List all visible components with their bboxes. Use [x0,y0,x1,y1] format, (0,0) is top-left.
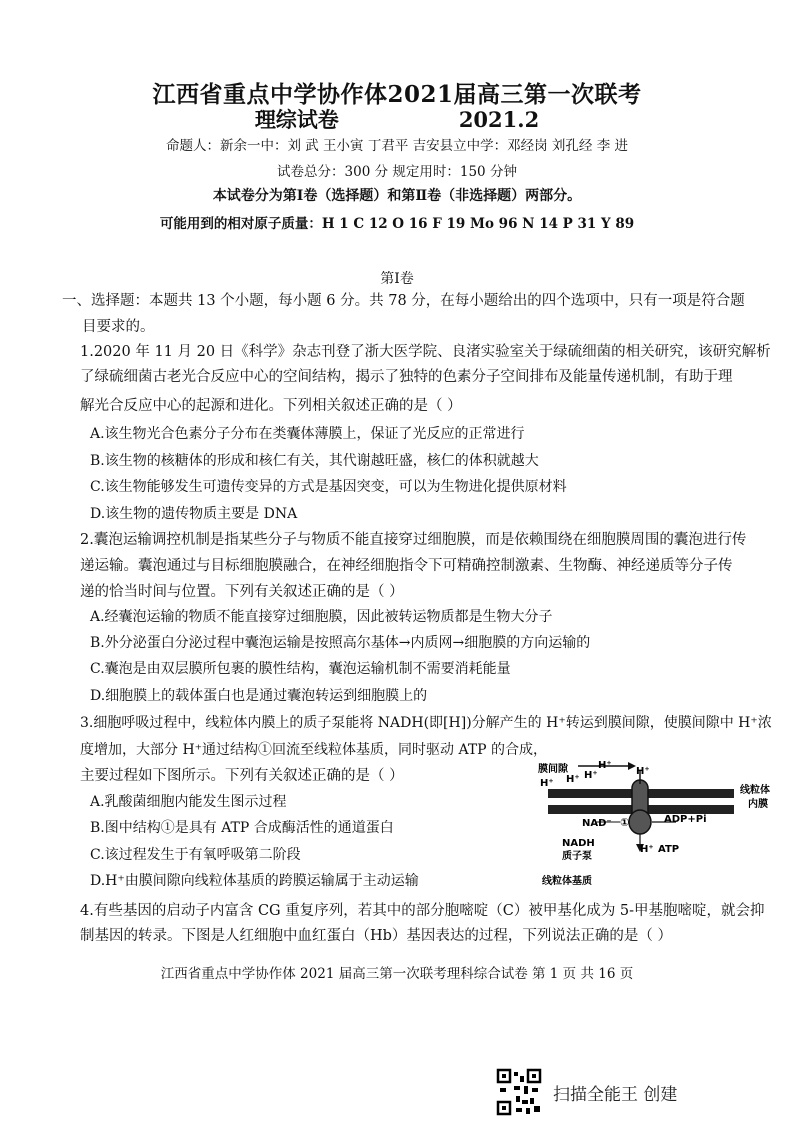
page-footer: 江西省重点中学协作体 2021 届高三第一次联考理科综合试卷 第 1 页 共 16 页 [160,966,634,982]
mitochondria-proton-diagram [536,760,786,890]
atp-label: ATP [658,844,680,855]
question-1-option-d: D.该生物的遗传物质主要是 DNA [90,506,298,522]
authors-line: 命题人：新余一中：刘 武 王小寅 丁君平 吉安县立中学：邓经岗 刘孔经 李 进 [165,138,629,154]
h-plus-label: H⁺ [566,774,580,785]
h-plus-label: H⁺ [584,770,598,781]
question-3-stem: 3.细胞呼吸过程中，线粒体内膜上的质子泵能将 NADH(即[H])分解产生的 H⁺转运到膜间隙，使膜间隙中 H⁺浓 [80,715,772,731]
structure-one-label: ① [620,816,630,829]
question-3-option-d: D.H⁺由膜间隙向线粒体基质的跨膜运输属于主动运输 [90,873,419,889]
question-1-stem: 1.2020 年 11 月 20 日《科学》杂志刊登了浙大医学院、良渚实验室关于绿硫细菌的相关研究，该研究解析 [80,344,771,360]
arrow-head [628,762,636,770]
section-heading: 第Ⅰ卷 [380,271,414,287]
question-2-stem: 递的恰当时间与位置。下列有关叙述正确的是（ ） [80,584,404,600]
question-4-stem: 制基因的转录。下图是人红细胞中血红蛋白（Hb）基因表达的过程，下列说法正确的是（ ） [80,928,673,944]
question-3-option-b: B.图中结构①是具有 ATP 合成酶活性的通道蛋白 [90,820,394,836]
question-4-stem: 4.有些基因的启动子内富含 CG 重复序列，若其中的部分胞嘧啶（C）被甲基化成为 5-甲基胞嘧啶，就会抑 [80,903,765,919]
question-3-stem: 度增加，大部分 H⁺通过结构①回流至线粒体基质，同时驱动 ATP 的合成， [80,742,548,758]
question-2-option-d: D.细胞膜上的载体蛋白也是通过囊泡转运到细胞膜上的 [90,688,428,704]
subject-label: 理综试卷 [254,107,339,132]
question-3-option-a: A.乳酸菌细胞内能发生图示过程 [90,794,287,810]
scanner-watermark: 扫描全能王 创建 [553,1085,678,1105]
question-2-option-c: C.囊泡是由双层膜所包裹的膜性结构，囊泡运输机制不需要消耗能量 [90,661,511,677]
section-instruction: 一、选择题：本题共 13 个小题，每小题 6 分。共 78 分，在每小题给出的四个选项中，只有一项是符合题 [62,293,745,309]
question-2-stem: 递运输。囊泡通过与目标细胞膜融合，在神经细胞指令下可精确控制激素、生物酶、神经递质等分子传 [80,558,733,574]
question-3-option-c: C.该过程发生于有氧呼吸第二阶段 [90,847,301,863]
question-1-option-b: B.该生物的核糖体的形成和核仁有关，其代谢越旺盛，核仁的体积就越大 [90,453,539,469]
h-plus-label: H⁺ [640,844,654,855]
exam-info-line: 试卷总分：300 分 规定用时：150 分钟 [277,164,517,180]
question-3-stem: 主要过程如下图所示。下列有关叙述正确的是（ ） [80,768,404,784]
adp-label: ADP+Pi [664,814,707,825]
question-2-stem: 2.囊泡运输调控机制是指某些分子与物质不能直接穿过细胞膜，而是依赖围绕在细胞膜周围的囊泡进行传 [80,532,747,548]
question-2-option-b: B.外分泌蛋白分泌过程中囊泡运输是按照高尔基体→内质网→细胞膜的方向运输的 [90,635,591,651]
exam-structure-note: 本试卷分为第Ⅰ卷（选择题）和第Ⅱ卷（非选择题）两部分。 [212,188,582,204]
question-1-option-a: A.该生物光合色素分子分布在类囊体薄膜上，保证了光反应的正常进行 [90,426,525,442]
proton-pump-label: 质子泵 [562,851,592,862]
matrix-label: 线粒体基质 [542,876,592,887]
nad-label: NAD⁻ [582,818,612,829]
h-plus-label: H⁺ [540,778,554,789]
exam-title: 江西省重点中学协作体2021届高三第一次联考 [152,81,642,108]
qr-code-icon [496,1068,542,1116]
question-1-option-c: C.该生物能够发生可遗传变异的方式是基因突变，可以为生物进化提供原材料 [90,479,567,495]
intermembrane-label: 膜间隙 [538,764,568,775]
inner-membrane-label: 内膜 [748,799,768,810]
inner-membrane-label: 线粒体 [740,785,770,796]
nadh-label: NADH [562,838,595,849]
exam-date: 2021.2 [458,107,540,132]
question-2-option-a: A.经囊泡运输的物质不能直接穿过细胞膜，因此被转运物质都是生物大分子 [90,609,553,625]
atomic-masses-line: 可能用到的相对原子质量：H 1 C 12 O 16 F 19 Mo 96 N 14 P 31 Y 89 [159,216,635,232]
atp-synthase-head [629,810,651,834]
exam-subtitle [0,104,794,134]
question-1-stem: 了绿硫细菌古老光合反应中心的空间结构，揭示了独特的色素分子空间排布及能量传递机制，有助于理 [80,369,733,385]
question-1-stem: 解光合反应中心的起源和进化。下列相关叙述正确的是（ ） [80,398,462,414]
h-plus-label: H⁺ [598,760,612,771]
h-plus-label: H⁺ [636,766,650,777]
section-instruction-cont: 目要求的。 [82,319,155,335]
